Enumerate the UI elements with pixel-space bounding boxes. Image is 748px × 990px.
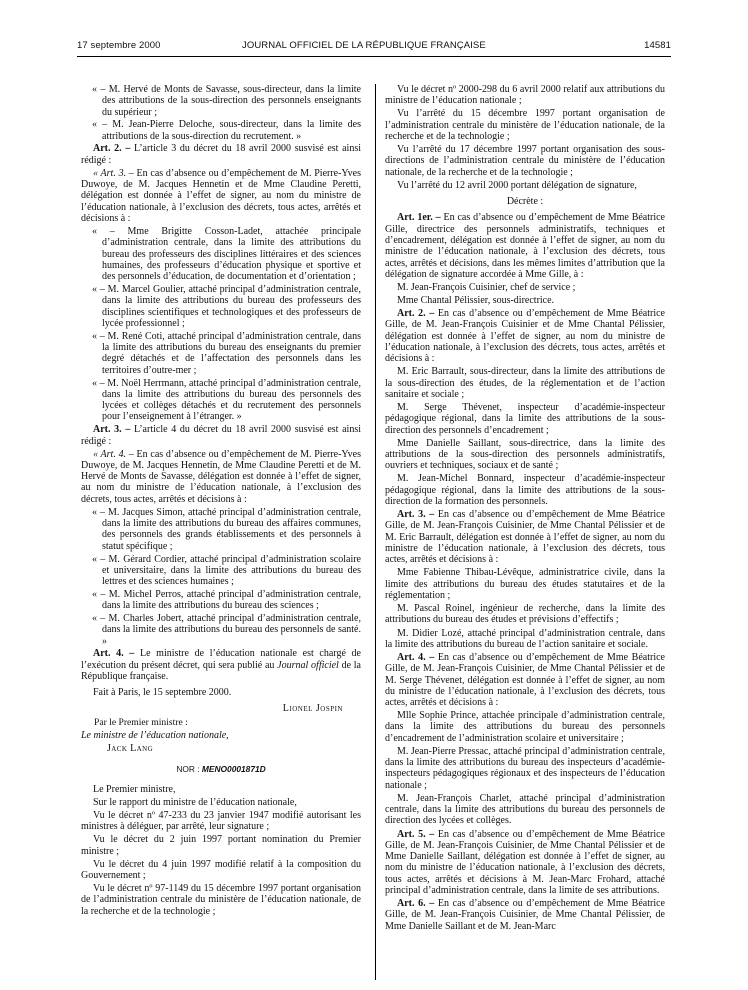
delegate-item: « – M. Jean-Pierre Deloche, sous-directeur, dans la limite des attributions de la sous-direction du recrutement. » bbox=[92, 119, 361, 142]
article-paragraph bbox=[385, 212, 665, 280]
column-divider bbox=[375, 84, 376, 980]
article-label: Art. 3. – bbox=[93, 424, 131, 436]
article-text: Le ministre de l’éducation nationale est chargé de l’exécution du présent décret, qui sera publié au bbox=[81, 648, 361, 671]
article-label: Art. 2. – bbox=[93, 143, 131, 155]
article-label: « Art. 4. – bbox=[93, 448, 134, 460]
journal-title: JOURNAL OFFICIEL DE LA RÉPUBLIQUE FRANÇAISE bbox=[242, 40, 486, 51]
nor-prefix: NOR : bbox=[176, 764, 202, 775]
delegate-item: « – M. René Coti, attaché principal d’administration centrale, dans la limite des attributions du bureau des enseignants du premier degré détachés et de l’affectation des personnels dans les territoires d’outre-mer ; bbox=[92, 330, 361, 376]
journal-officiel-mention: Journal officiel bbox=[277, 659, 339, 671]
page-number: 14581 bbox=[644, 40, 671, 51]
article-text: En cas d’absence ou d’empêchement de Mme Béatrice Gille, de M. Jean-François Cuisinier, de Mme Chantal Pélissier et de Mme Danielle Saillant, délégation est donnée à l’effet de signer, au nom du ministre de l’éducation nationale, à l’exclusion des décrets, tous actes, arrêtés et décisions à M. Jean-Marc Frohard, attaché principal d’administration centrale, dans la limite de ses attributions. bbox=[385, 828, 665, 897]
delegate-item: « – M. Michel Perros, attaché principal d’administration centrale, dans la limite des attributions du bureau des sciences ; bbox=[92, 588, 361, 612]
delegate-item: « – M. Gérard Cordier, attaché principal d’administration scolaire et universitaire, dans la limite des attributions du bureau des lettres et des sciences humaines ; bbox=[92, 553, 361, 588]
article-label: Art. 4. – bbox=[93, 648, 135, 660]
article-label: Art. 5. – bbox=[397, 828, 435, 840]
preamble-line: Le Premier ministre, bbox=[93, 783, 176, 795]
article-text: de la République française. bbox=[81, 659, 361, 683]
vu-clause: Vu le décret du 4 juin 1997 modifié relatif à la composition du Gouvernement ; bbox=[81, 858, 361, 881]
article-label: Art. 3. – bbox=[397, 509, 435, 521]
delegate-paragraph: M. Jean-Pierre Pressac, attaché principal d’administration centrale, dans la limite des attributions du bureau des inspecteurs d’académie-inspecteurs pédagogiques régionaux et des inspecteurs de l’éducation nationale ; bbox=[385, 745, 665, 791]
article-text: En cas d’absence ou d’empêchement de Mme Béatrice Gille, de M. Jean-François Cuisinier, de Mme Chantal Pélissier, de Mme Danielle Saillant et de M. Jean-Marc bbox=[385, 898, 665, 932]
delegate-paragraph: M. Jean-François Charlet, attaché principal d’administration centrale, dans la limite des attributions du bureau des personnels de direction des lycées et collèges. bbox=[385, 792, 665, 827]
article-text: En cas d’absence ou d’empêchement de Mme Béatrice Gille, directrice des personnels administratifs, techniques et d’encadrement, délégation est donnée à l’effet de signer, au nom du ministre de l’éducation nationale, à l’exclusion des décrets, tous actes, arrêtés et décisions, dans les mêmes limites d’attribution que la délégation de signature accordée à Mme Gille, à : bbox=[385, 212, 665, 280]
delegate-item: « – M. Noël Herrmann, attaché principal d’administration centrale, dans la limite des attributions du bureau des personnels des lycées et collèges détachés et du recrutement des personnels pour l’enseignement à l’étranger. » bbox=[92, 377, 361, 423]
decrete-heading: Décrète : bbox=[506, 196, 544, 208]
vu-clause: Vu le décret du 2 juin 1997 portant nomination du Premier ministre ; bbox=[81, 834, 361, 857]
article-label: Art. 1er. – bbox=[397, 212, 441, 224]
article-label: Art. 2. – bbox=[397, 308, 435, 320]
article-label: « Art. 3. – bbox=[93, 167, 134, 179]
article-label: Art. 4. – bbox=[397, 651, 435, 663]
vu-clause: Vu l’arrêté du 17 décembre 1997 portant organisation des sous-directions de l’administration centrale du ministère de l’éducation nationale, de la recherche et de la technologie ; bbox=[385, 144, 665, 178]
article-text: En cas d’absence ou d’empêchement de M. Pierre-Yves Duwoye, de M. Jacques Hennetin, de Mme Claudine Peretti et de M. Hervé de Monts de Savasse, délégation est donnée à l’effet de signer, au nom du ministre de l’éducation nationale, à l’exclusion des décrets, tous actes, arrêtés et décisions à : bbox=[81, 448, 361, 505]
nor-code: MENO0001871D bbox=[201, 764, 266, 775]
vu-clause: Vu le décret nº 47-233 du 23 janvier 1947 modifié autorisant les ministres à déléguer, par arrêté, leur signature ; bbox=[81, 809, 361, 833]
article-paragraph bbox=[385, 509, 665, 565]
article-text: En cas d’absence ou d’empêchement de Mme Béatrice Gille, de M. Jean-François Cuisinier, de Mme Chantal Pélissier et de M. Eric Barrault, délégation est donnée à l’effet de signer, au nom du ministre de l’éducation nationale, à l’exclusion des décrets, tous actes, arrêtés et décisions à : bbox=[385, 509, 665, 566]
quoted-article bbox=[81, 449, 361, 505]
delegate-item: « – M. Charles Jobert, attaché principal d’administration centrale, dans la limite des attributions du bureau des personnels de santé. » bbox=[92, 613, 361, 647]
header-date: 17 septembre 2000 bbox=[77, 40, 161, 51]
delegate-paragraph: Mme Danielle Saillant, sous-directrice, dans la limite des attributions de la sous-direction des personnels administratifs, ouvriers et techniques, sociaux et de santé ; bbox=[385, 437, 665, 472]
article-text: L’article 3 du décret du 18 avril 2000 susvisé est ainsi rédigé : bbox=[81, 143, 361, 166]
article-paragraph bbox=[81, 143, 361, 166]
delegate-paragraph: M. Jean-François Cuisinier, chef de service ; bbox=[397, 281, 576, 293]
fait-a-paris: Fait à Paris, le 15 septembre 2000. bbox=[93, 687, 232, 699]
article-paragraph bbox=[385, 898, 665, 932]
delegate-paragraph: Mme Fabienne Thibau-Lévêque, administratrice civile, dans la limite des attributions du bureau des études statutaires et de la réglementation ; bbox=[385, 567, 665, 602]
delegate-item: « – M. Marcel Goulier, attaché principal d’administration centrale, dans la limite des attributions du bureau des professeurs des disciplines scientifiques et technologiques et des professeurs de lycée professionnel ; bbox=[92, 284, 361, 330]
signature-prime-minister: Lionel Jospin bbox=[282, 702, 343, 714]
article-label: Art. 6. – bbox=[397, 898, 435, 910]
signature-minister: Jack Lang bbox=[107, 743, 154, 755]
article-text: En cas d’absence ou d’empêchement de Mme Béatrice Gille, de M. Jean-François Cuisinier et de Mme Chantal Pélissier, délégation est donnée à l’effet de signer, au nom du ministre de l’éducation nationale, à l’exclusion des décrets, tous actes, arrêtés et décisions à : bbox=[385, 308, 665, 365]
delegate-paragraph: Mlle Sophie Prince, attachée principale d’administration centrale, dans la limite des attributions du bureau des personnels d’encadrement de l’administration scolaire et universitaire ; bbox=[385, 710, 665, 744]
delegate-item: « – M. Jacques Simon, attaché principal d’administration centrale, dans la limite des attributions du bureau des affaires communes, des personnels des grands établissements et des personnels à statut spécifique ; bbox=[92, 506, 361, 552]
delegate-paragraph: M. Didier Lozé, attaché principal d’administration centrale, dans la limite des attributions du bureau de l’action sanitaire et sociale. bbox=[385, 627, 665, 650]
vu-clause: Vu l’arrêté du 12 avril 2000 portant délégation de signature, bbox=[397, 179, 637, 191]
article-paragraph bbox=[385, 308, 665, 364]
minister-title: Le ministre de l’éducation nationale, bbox=[81, 730, 229, 742]
delegate-paragraph: M. Pascal Roinel, ingénieur de recherche, dans la limite des attributions du bureau des études et prévisions d’effectifs ; bbox=[385, 603, 665, 626]
article-paragraph bbox=[385, 829, 665, 897]
vu-clause: Vu le décret nº 2000-298 du 6 avril 2000 relatif aux attributions du ministre de l’éducation nationale ; bbox=[385, 84, 665, 107]
delegate-item: « – Mme Brigitte Cosson-Ladet, attachée principale d’administration centrale, dans la limite des attributions du bureau des professeurs des disciplines littéraires et des sciences humaines, des professeurs d’éducation physique et sportive et des personnels d’éducation, de documentation et d’orientation ; bbox=[92, 226, 361, 283]
left-column bbox=[81, 84, 361, 919]
right-column bbox=[385, 84, 665, 934]
running-header bbox=[77, 40, 671, 54]
delegate-paragraph: M. Eric Barrault, sous-directeur, dans la limite des attributions de la sous-direction des études, de la réglementation et de l’action sanitaire et sociale ; bbox=[385, 366, 665, 400]
delegate-item: « – M. Hervé de Monts de Savasse, sous-directeur, dans la limite des attributions de la sous-direction des personnels enseignants du supérieur ; bbox=[92, 84, 361, 118]
article-paragraph bbox=[81, 648, 361, 682]
article-text: En cas d’absence ou d’empêchement de Mme Béatrice Gille, de M. Jean-François Cuisinier, de Mme Chantal Pélissier et de M. Serge Thévenet, délégation est donnée à l’effet de signer, au nom du ministre de l’éducation nationale, à l’exclusion des décrets, tous actes, arrêtés et décisions à : bbox=[385, 651, 665, 709]
article-text: L’article 4 du décret du 18 avril 2000 susvisé est ainsi rédigé : bbox=[81, 424, 361, 447]
delegate-paragraph: Mme Chantal Pélissier, sous-directrice. bbox=[397, 295, 555, 307]
quoted-article bbox=[81, 168, 361, 224]
delegate-paragraph: M. Jean-Michel Bonnard, inspecteur d’académie-inspecteur pédagogique régional, dans la limite des attributions de la sous-direction de la formation des personnels. bbox=[385, 473, 665, 508]
header-rule bbox=[77, 56, 671, 57]
preamble-line: Sur le rapport du ministre de l’éducation nationale, bbox=[93, 796, 297, 808]
vu-clause: Vu l’arrêté du 15 décembre 1997 portant organisation de l’administration centrale du ministère de l’éducation nationale, de la recherche et de la technologie ; bbox=[385, 108, 665, 142]
article-paragraph bbox=[81, 424, 361, 447]
vu-clause: Vu le décret nº 97-1149 du 15 décembre 1997 portant organisation de l’administration centrale du ministère de l’éducation nationale, de la recherche et de la technologie ; bbox=[81, 883, 361, 917]
article-paragraph bbox=[385, 652, 665, 708]
nor-reference bbox=[81, 764, 361, 775]
par-le-premier-ministre: Par le Premier ministre : bbox=[94, 716, 188, 728]
article-text: En cas d’absence ou d’empêchement de M. Pierre-Yves Duwoye, de M. Jacques Hennetin et de Mme Claudine Peretti, délégation est donnée à l’effet de signer, au nom du ministre de l’éducation nationale, à l’exclusion des décrets, tous actes, arrêtés et décisions à : bbox=[81, 167, 361, 225]
delegate-paragraph: M. Serge Thévenet, inspecteur d’académie-inspecteur pédagogique régional, dans la limite des attributions de la sous-direction des personnels d’encadrement ; bbox=[385, 402, 665, 436]
